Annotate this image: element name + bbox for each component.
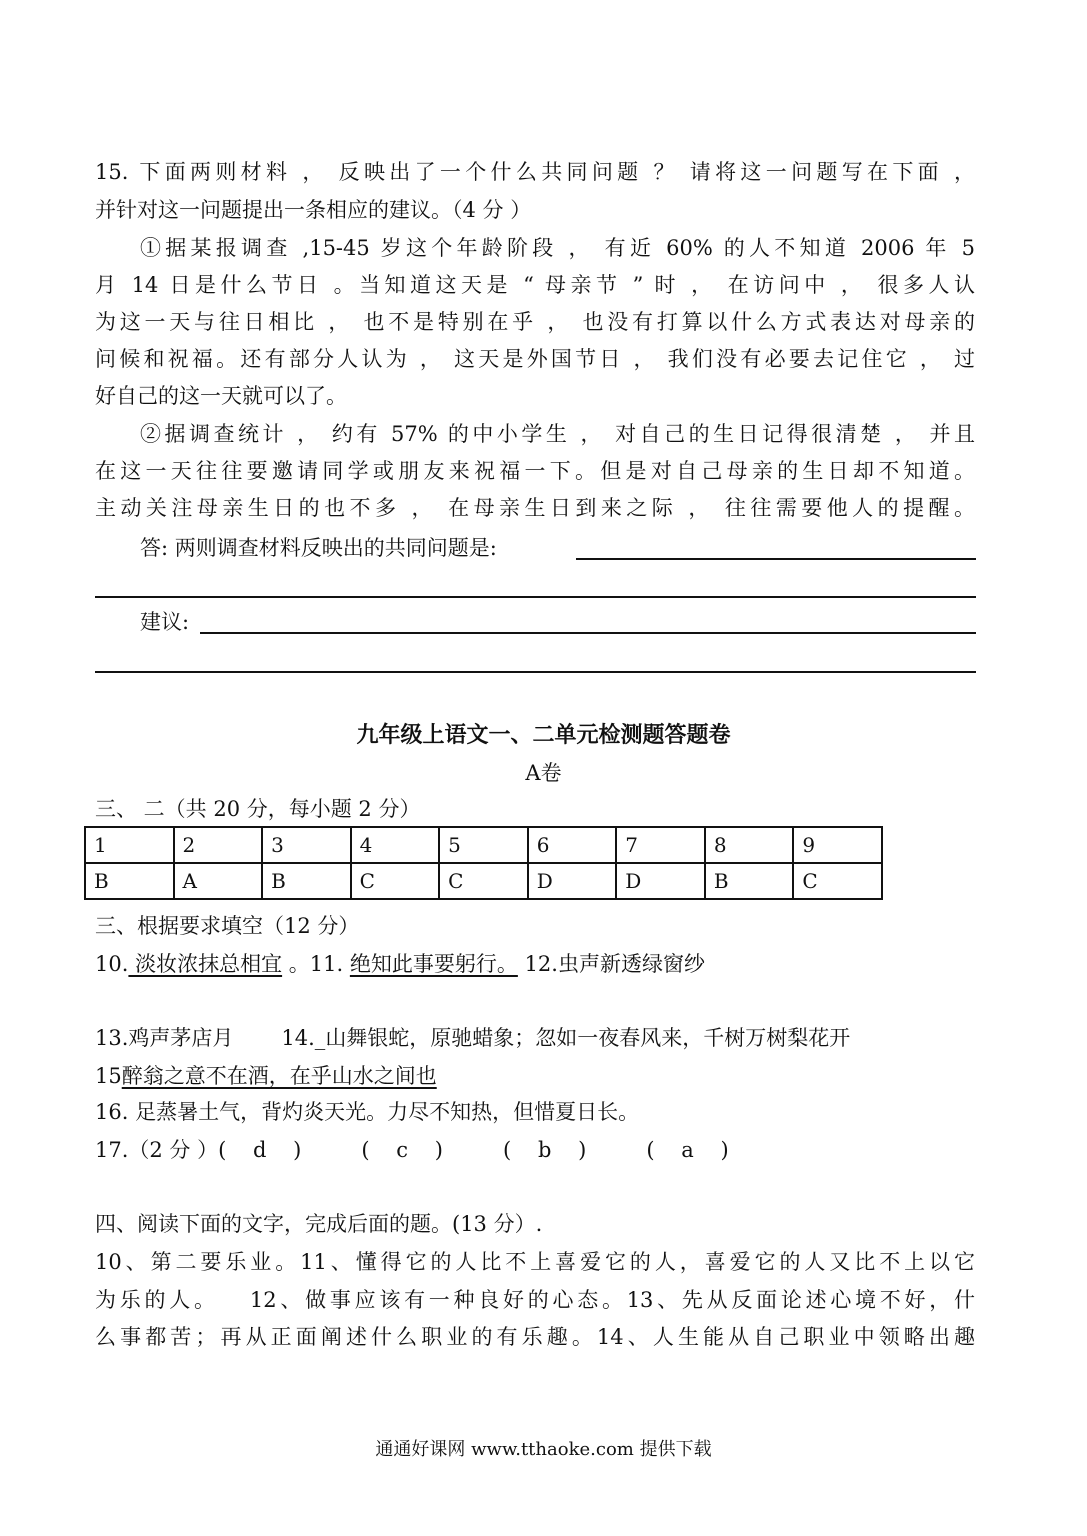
table-cell: C — [351, 863, 440, 899]
suggestion-label: 建议: — [140, 610, 190, 634]
section4-line3: 么事都苦；再从正面阐述什么职业的有乐趣。14、人生能从自己职业中领略出趣 — [95, 1325, 975, 1349]
answer-line-1[interactable] — [576, 558, 976, 560]
answer-line-q13-14 — [95, 1024, 850, 1052]
q15-line2: 并针对这一问题提出一条相应的建议。（4 分 ） — [95, 198, 532, 222]
answer-sheet-title: 九年级上语文一、二单元检测题答题卷 — [356, 722, 731, 748]
table-cell: 1 — [85, 827, 174, 863]
table-row-answers — [85, 863, 882, 899]
footer-credit: 通通好课网 www.tthaoke.com 提供下载 — [375, 1439, 712, 1460]
section4-heading: 四、阅读下面的文字，完成后面的题。(13 分）. — [95, 1212, 543, 1236]
material1-line1: ①据某报调查 ,15-45 岁这个年龄阶段 ， 有近 60% 的人不知道 2006 年 5 — [140, 236, 975, 260]
table-cell: 2 — [174, 827, 263, 863]
answer-sheet-subtitle: A卷 — [525, 761, 562, 785]
q10-prefix: 10. — [95, 952, 129, 976]
table-cell: C — [439, 863, 528, 899]
table-row-numbers — [85, 827, 882, 863]
q11-prefix: 。11. — [288, 952, 344, 976]
section4-line2: 为乐的人。 12、做事应该有一种良好的心态。13、先从反面论述心境不好，什 — [95, 1288, 975, 1312]
material2-line2: 在这一天往往要邀请同学或朋友来祝福一下。但是对自己母亲的生日却不知道。 — [95, 459, 975, 483]
answer-line-q16: 16. 足蒸暑土气，背灼炎天光。力尽不知热，但惜夏日长。 — [95, 1100, 640, 1124]
answer-line-q10-12 — [95, 950, 705, 978]
table-cell: 7 — [616, 827, 705, 863]
section4-line1: 10、第二要乐业。11、懂得它的人比不上喜爱它的人，喜爱它的人又比不上以它 — [95, 1250, 975, 1274]
table-cell: 9 — [793, 827, 882, 863]
q13-answer: 13.鸡声茅店月 — [95, 1026, 234, 1050]
q15-answer: 醉翁之意不在酒，在乎山水之间也 — [121, 1064, 437, 1088]
table-cell: B — [85, 863, 174, 899]
table-cell: D — [616, 863, 705, 899]
q14-answer: 山舞银蛇，原驰蜡象；忽如一夜春风来，千树万树梨花开 — [325, 1026, 851, 1050]
answer-line-2[interactable] — [95, 596, 976, 598]
q10-answer: 淡妆浓抹总相宜 — [128, 952, 283, 976]
table-cell: D — [528, 863, 617, 899]
table-cell: 3 — [262, 827, 351, 863]
q14-prefix: 14._ — [281, 1026, 326, 1050]
table-cell: A — [174, 863, 263, 899]
answer-label: 答: 两则调查材料反映出的共同问题是: — [140, 536, 497, 560]
table-cell: 4 — [351, 827, 440, 863]
table-cell: 8 — [705, 827, 794, 863]
material1-line5: 好自己的这一天就可以了。 — [95, 384, 347, 408]
table-cell: C — [793, 863, 882, 899]
table-cell: 6 — [528, 827, 617, 863]
q12-answer: 12.虫声新透绿窗纱 — [524, 952, 705, 976]
table-cell: B — [262, 863, 351, 899]
material1-line3: 为这一天与往日相比 ， 也不是特别在乎 ， 也没有打算以什么方式表达对母亲的 — [95, 310, 975, 334]
q11-answer: 绝知此事要躬行。 — [349, 952, 518, 976]
material1-line4: 问候和祝福。还有部分人认为 ， 这天是外国节日 ， 我们没有必要去记住它 ， 过 — [95, 347, 975, 371]
answer-line-q17: 17.（2 分 ）( d ) ( c ) ( b ) ( a ) — [95, 1138, 729, 1162]
answer-table — [84, 826, 883, 900]
table-cell: B — [705, 863, 794, 899]
material1-line2: 月 14 日是什么节日 。当知道这天是 “ 母亲节 ” 时 ， 在访问中 ， 很多人认 — [95, 273, 975, 297]
q15-prefix: 15 — [95, 1064, 122, 1088]
q15-line1: 15. 下面两则材料 ， 反映出了一个什么共同问题 ？ 请将这一问题写在下面 ， — [95, 160, 975, 184]
section2-heading: 三、 二（共 20 分，每小题 2 分） — [95, 797, 421, 821]
table-cell: 5 — [439, 827, 528, 863]
suggestion-line-2[interactable] — [95, 671, 976, 673]
answer-line-q15 — [95, 1062, 437, 1090]
section3-heading: 三、根据要求填空（12 分） — [95, 914, 360, 938]
material2-line1: ②据调查统计 ， 约有 57% 的中小学生 ， 对自己的生日记得很清楚 ， 并且 — [140, 422, 975, 446]
material2-line3: 主动关注母亲生日的也不多 ， 在母亲生日到来之际 ， 往往需要他人的提醒。 — [95, 496, 975, 520]
suggestion-line-1[interactable] — [200, 632, 976, 634]
